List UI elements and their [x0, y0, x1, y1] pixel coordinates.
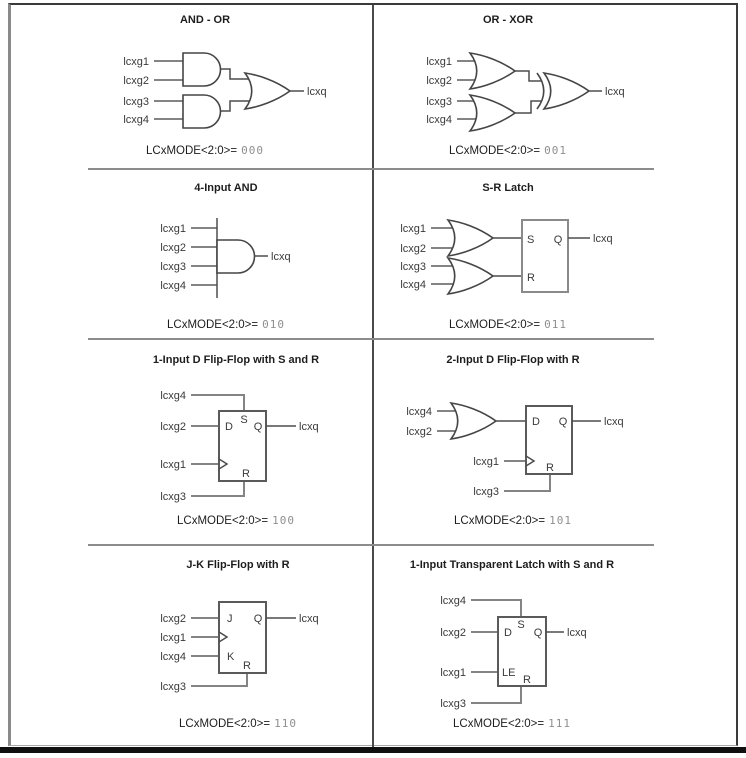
input-label: lcxg4	[406, 406, 432, 418]
xor-back-arc	[537, 73, 544, 109]
mode-caption-value: 111	[548, 717, 571, 730]
mode-caption-value: 100	[272, 514, 295, 527]
cell-title: J-K Flip-Flop with R	[186, 559, 290, 571]
output-label: lcxq	[593, 233, 613, 245]
port-label-d: D	[532, 416, 540, 428]
or-gate	[451, 403, 496, 439]
port-label-r: R	[546, 462, 554, 474]
input-label: lcxg1	[160, 632, 186, 644]
input-label: lcxg1	[123, 56, 149, 68]
cell-title: OR - XOR	[482, 14, 534, 26]
cell-title: 1-Input D Flip-Flop with S and R	[152, 354, 320, 366]
or-gate	[448, 220, 493, 256]
set-wire	[191, 395, 244, 411]
or-gate	[245, 73, 290, 109]
input-label: lcxg3	[160, 261, 186, 273]
input-label: lcxg4	[160, 651, 186, 663]
cell-title: 2-Input D Flip-Flop with R	[446, 354, 580, 366]
input-label: lcxg4	[426, 114, 452, 126]
mode-caption-value: 101	[549, 514, 572, 527]
input-label: lcxg2	[160, 421, 186, 433]
output-label: lcxq	[567, 627, 587, 639]
sr-latch-diagram	[374, 218, 738, 318]
or-gate	[470, 95, 515, 131]
input-label: lcxg3	[473, 486, 499, 498]
cell-transparent-latch	[374, 546, 738, 745]
output-label: lcxq	[307, 86, 327, 98]
port-label-j: J	[227, 613, 233, 625]
mode-caption-value: 000	[241, 144, 264, 157]
mode-caption-value: 010	[262, 318, 285, 331]
input-label: lcxg3	[426, 96, 452, 108]
port-label-d: D	[225, 421, 233, 433]
reset-wire	[471, 686, 521, 703]
mode-caption	[326, 144, 690, 158]
input-label: lcxg2	[123, 75, 149, 87]
page-bottom-rule	[0, 747, 746, 753]
mode-caption-label: LCxMODE<2:0>=	[146, 145, 238, 157]
port-label-q: Q	[253, 421, 263, 433]
cell-4-input-and	[8, 170, 372, 338]
port-label-s: S	[240, 414, 248, 426]
jk-ff-diagram	[8, 586, 372, 711]
mode-caption-label: LCxMODE<2:0>=	[167, 319, 259, 331]
input-label: lcxg3	[123, 96, 149, 108]
mode-caption-value: 011	[544, 318, 567, 331]
d-ff-sr-diagram	[8, 386, 372, 511]
cell-sr-latch	[374, 170, 738, 338]
cell-title: AND - OR	[179, 14, 231, 26]
d-ff-r-diagram	[374, 386, 738, 511]
cell-jk-ff	[8, 546, 372, 745]
transparent-latch-diagram	[374, 586, 738, 711]
mode-caption-label: LCxMODE<2:0>=	[177, 515, 269, 527]
cell-d-ff-sr	[8, 340, 372, 544]
cell-title: 4-Input AND	[194, 182, 258, 194]
port-label-s: S	[527, 234, 535, 246]
or-xor-diagram	[374, 41, 738, 141]
output-label: lcxq	[271, 251, 291, 263]
input-label: lcxg4	[160, 280, 186, 292]
mode-caption-label: LCxMODE<2:0>=	[449, 145, 541, 157]
port-label-r: R	[242, 468, 250, 480]
port-label-q: Q	[553, 234, 563, 246]
and-or-diagram	[8, 41, 372, 141]
reset-wire	[191, 481, 244, 496]
input-label: lcxg1	[440, 667, 466, 679]
input-label: lcxg2	[426, 75, 452, 87]
xor-gate	[544, 73, 589, 109]
input-label: lcxg1	[426, 56, 452, 68]
input-label: lcxg2	[400, 243, 426, 255]
connection-wire	[515, 71, 542, 81]
mode-caption	[330, 717, 694, 731]
port-label-le: LE	[502, 667, 516, 679]
port-label-q: Q	[533, 627, 543, 639]
output-label: lcxq	[605, 86, 625, 98]
port-label-r: R	[527, 272, 535, 284]
port-label-r: R	[243, 660, 251, 672]
set-wire	[471, 600, 521, 617]
input-label: lcxg1	[400, 223, 426, 235]
port-label-r: R	[523, 674, 531, 686]
output-label: lcxq	[299, 613, 319, 625]
mode-caption-label: LCxMODE<2:0>=	[179, 718, 271, 730]
input-label: lcxg3	[400, 261, 426, 273]
port-label-d: D	[504, 627, 512, 639]
mode-caption-label: LCxMODE<2:0>=	[454, 515, 546, 527]
input-label: lcxg3	[160, 491, 186, 503]
port-label-q: Q	[253, 613, 263, 625]
cell-or-xor	[374, 5, 738, 168]
or-gate	[448, 258, 493, 294]
mode-caption	[331, 514, 695, 528]
mode-caption-value: 110	[274, 717, 297, 730]
output-label: lcxq	[299, 421, 319, 433]
cell-d-ff-r	[374, 340, 738, 544]
input-label: lcxg3	[440, 698, 466, 710]
mode-caption	[326, 318, 690, 332]
input-label: lcxg1	[160, 223, 186, 235]
input-label: lcxg4	[440, 595, 466, 607]
input-label: lcxg3	[160, 681, 186, 693]
mode-caption-value: 001	[544, 144, 567, 157]
port-label-k: K	[227, 651, 235, 663]
reset-wire	[504, 474, 550, 491]
input-label: lcxg2	[160, 242, 186, 254]
input-label: lcxg2	[160, 613, 186, 625]
input-label: lcxg4	[123, 114, 149, 126]
4-input-and-diagram	[8, 218, 372, 318]
and-gate	[183, 53, 221, 86]
input-label: lcxg2	[440, 627, 466, 639]
or-gate	[470, 53, 515, 89]
port-label-q: Q	[558, 416, 568, 428]
cell-title: S-R Latch	[482, 182, 534, 194]
input-label: lcxg1	[473, 456, 499, 468]
mode-caption-label: LCxMODE<2:0>=	[449, 319, 541, 331]
mode-caption-label: LCxMODE<2:0>=	[453, 718, 545, 730]
reset-wire	[191, 673, 247, 686]
cell-and-or	[8, 5, 372, 168]
port-label-s: S	[517, 619, 525, 631]
and-gate	[183, 95, 221, 128]
input-label: lcxg1	[160, 459, 186, 471]
output-label: lcxq	[604, 416, 624, 428]
input-label: lcxg2	[406, 426, 432, 438]
cell-title: 1-Input Transparent Latch with S and R	[409, 559, 615, 571]
and-gate	[217, 240, 255, 273]
input-label: lcxg4	[160, 390, 186, 402]
input-label: lcxg4	[400, 279, 426, 291]
